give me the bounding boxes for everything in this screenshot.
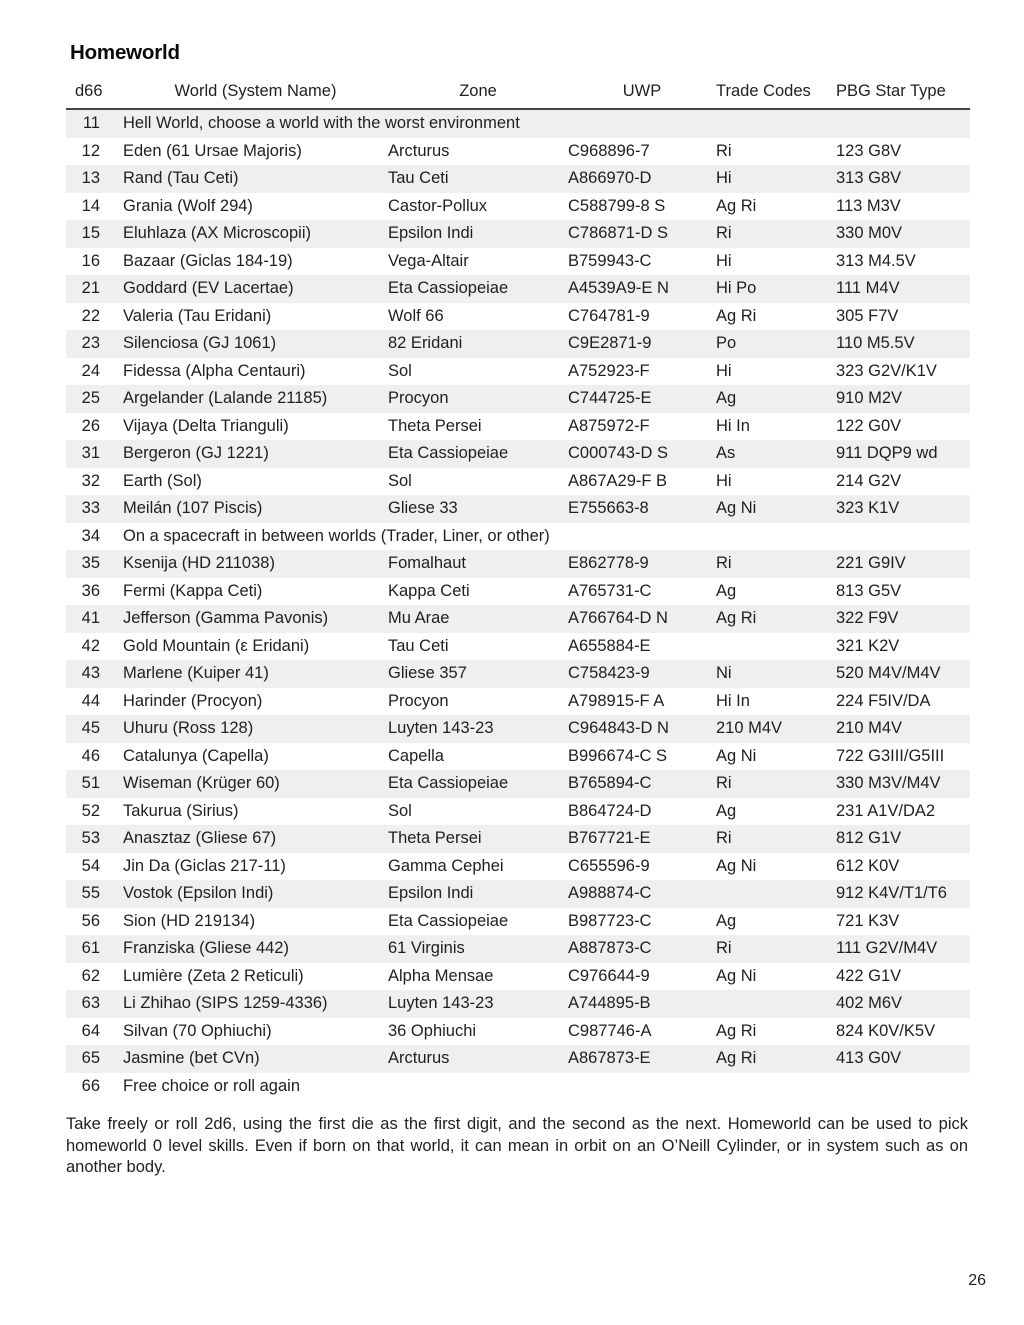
zone-cell: Alpha Mensae [388,966,494,985]
trade-codes-cell: Hi [716,169,732,187]
pbg-star-type-cell: 221 G9IV [836,554,906,572]
table-row [66,193,970,221]
zone-cell: Capella [388,746,444,765]
d66-cell: 23 [81,334,100,352]
table-row [66,385,970,413]
zone-cell: Vega-Altair [388,251,469,270]
pbg-star-type-cell: 520 M4V/M4V [836,664,941,682]
pbg-star-type-cell: 402 M6V [836,994,903,1012]
pbg-star-type-cell: 313 M4.5V [836,251,916,270]
column-header-d66: d66 [66,78,123,109]
zone-cell: Fomalhaut [388,554,466,572]
table-row [66,660,970,688]
pbg-star-type-cell: 912 K4V/T1/T6 [836,884,947,902]
d66-cell: 36 [81,581,100,600]
pbg-star-type-cell: 113 M3V [836,196,901,215]
d66-cell: 61 [81,939,100,957]
uwp-cell: C987746-A [568,1021,652,1040]
trade-codes-cell: Ag Ni [716,966,757,985]
trade-codes-cell: Ag Ri [716,306,757,325]
world-cell: Eden (61 Ursae Majoris) [123,141,302,160]
pbg-star-type-cell: 110 M5.5V [836,334,915,352]
table-row [66,990,970,1018]
table-row [66,330,970,358]
world-cell: Harinder (Procyon) [123,691,263,710]
zone-cell: Procyon [388,389,449,407]
table-header [66,78,970,109]
world-cell: Uhuru (Ross 128) [123,719,254,737]
uwp-cell: A875972-F [568,416,650,435]
pbg-star-type-cell: 231 A1V/DA2 [836,801,936,820]
zone-cell: Luyten 143-23 [388,719,494,737]
page-number: 26 [968,1272,986,1289]
table-row [66,935,970,963]
pbg-star-type-cell: 313 G8V [836,169,902,187]
zone-cell: Sol [388,801,412,820]
pbg-star-type-cell: 722 G3III/G5III [836,746,945,765]
trade-codes-cell: Ri [716,224,732,242]
zone-cell: Procyon [388,691,449,710]
world-cell: Grania (Wolf 294) [123,196,253,215]
page-title: Homeworld [70,41,180,64]
world-cell: Valeria (Tau Eridani) [123,306,272,325]
pbg-star-type-cell: 224 F5IV/DA [836,691,931,710]
world-cell: Silenciosa (GJ 1061) [123,334,277,352]
d66-cell: 35 [81,554,100,572]
column-header-uwp: UWP [568,78,716,109]
uwp-cell: A866970-D [568,169,652,187]
pbg-star-type-cell: 210 M4V [836,719,903,737]
world-cell: Sion (HD 219134) [123,911,256,930]
trade-codes-cell: Ag [716,911,737,930]
zone-cell: 36 Ophiuchi [388,1021,477,1040]
world-cell: Fermi (Kappa Ceti) [123,581,263,600]
pbg-star-type-cell: 721 K3V [836,911,900,930]
zone-cell: Kappa Ceti [388,581,470,600]
pbg-star-type-cell: 911 DQP9 wd [836,444,938,462]
table-row [66,220,970,248]
note-cell: Hell World, choose a world with the worst environment [123,114,520,132]
d66-cell: 65 [81,1049,100,1067]
trade-codes-cell: Ag Ni [716,746,757,765]
trade-codes-cell: Ag Ri [716,1021,757,1040]
world-cell: Jasmine (bet CVn) [123,1049,260,1067]
note-cell: On a spacecraft in between worlds (Trader, Liner, or other) [123,526,550,545]
zone-cell: Sol [388,361,412,380]
d66-cell: 63 [81,994,100,1012]
homeworld-table [66,78,970,1100]
uwp-cell: E755663-8 [568,499,649,517]
footer-paragraph: Take freely or roll 2d6, using the first die as the first digit, and the second as the next. Homeworld can be used to pick homeworld 0 level skills. Even if born on that world, it can mean in orbit on an O’Neill Cylinder, or in system such as on another body. [66,1115,968,1177]
zone-cell: Luyten 143-23 [388,994,494,1012]
table-row [66,880,970,908]
table-row [66,358,970,386]
zone-cell: Theta Persei [388,829,482,847]
pbg-star-type-cell: 330 M0V [836,224,903,242]
uwp-cell: A766764-D N [568,609,668,627]
table-row [66,770,970,798]
d66-cell: 41 [81,609,100,627]
zone-cell: Theta Persei [388,416,482,435]
uwp-cell: A867873-E [568,1049,651,1067]
pbg-star-type-cell: 321 K2V [836,636,900,655]
table-row [66,468,970,496]
trade-codes-cell: Po [716,334,737,352]
zone-cell: Eta Cassiopeiae [388,444,509,462]
table-row [66,138,970,166]
pbg-star-type-cell: 824 K0V/K5V [836,1021,936,1040]
table-row [66,413,970,441]
table-header-row [66,78,970,109]
table-body [66,109,970,1100]
pbg-star-type-cell: 910 M2V [836,389,903,407]
uwp-cell: B759943-C [568,251,652,270]
world-cell: Anasztaz (Gliese 67) [123,829,277,847]
world-cell: Fidessa (Alpha Centauri) [123,361,306,380]
world-cell: Gold Mountain (ε Eridani) [123,636,310,655]
table-row [66,303,970,331]
d66-cell: 53 [81,829,100,847]
trade-codes-cell: Ni [716,664,732,682]
table-row [66,495,970,523]
table-row [66,578,970,606]
table-row [66,825,970,853]
trade-codes-cell: Ri [716,939,732,957]
table-row [66,688,970,716]
uwp-cell: A752923-F [568,361,650,380]
zone-cell: Castor-Pollux [388,196,488,215]
zone-cell: Arcturus [388,1049,450,1067]
world-cell: Earth (Sol) [123,471,202,490]
table-row [66,248,970,276]
world-cell: Marlene (Kuiper 41) [123,664,269,682]
trade-codes-cell: Ag [716,389,737,407]
pbg-star-type-cell: 122 G0V [836,416,902,435]
table-row [66,523,970,551]
uwp-cell: A867A29-F B [568,471,668,490]
trade-codes-cell [716,990,836,1018]
table-row [66,715,970,743]
zone-cell: Tau Ceti [388,169,449,187]
column-header-world: World (System Name) [123,78,388,109]
trade-codes-cell: Ag Ni [716,499,757,517]
table-row [66,165,970,193]
pbg-star-type-cell: 323 G2V/K1V [836,361,937,380]
trade-codes-cell: Ag Ri [716,609,757,627]
world-cell: Eluhlaza (AX Microscopii) [123,224,311,242]
uwp-cell: E862778-9 [568,554,649,572]
trade-codes-cell: Ag [716,581,737,600]
trade-codes-cell: Ri [716,141,732,160]
zone-cell: Arcturus [388,141,450,160]
uwp-cell: B987723-C [568,911,652,930]
table-row [66,908,970,936]
uwp-cell: C976644-9 [568,966,650,985]
world-cell: Jefferson (Gamma Pavonis) [123,609,329,627]
d66-cell: 32 [81,471,100,490]
uwp-cell: C968896-7 [568,141,650,160]
world-cell: Silvan (70 Ophiuchi) [123,1021,272,1040]
pbg-star-type-cell: 813 G5V [836,581,902,600]
d66-cell: 12 [81,141,100,160]
d66-cell: 56 [81,911,100,930]
d66-cell: 22 [81,306,100,325]
world-cell: Li Zhihao (SIPS 1259-4336) [123,994,328,1012]
d66-cell: 45 [81,719,100,737]
uwp-cell: B864724-D [568,801,652,820]
column-header-pbg-star-type: PBG Star Type [836,78,970,109]
world-cell: Rand (Tau Ceti) [123,169,239,187]
uwp-cell: C758423-9 [568,664,650,682]
d66-cell: 26 [81,416,100,435]
uwp-cell: C9E2871-9 [568,334,652,352]
table-row [66,109,970,138]
table-row [66,1073,970,1101]
d66-cell: 54 [81,856,100,875]
d66-cell: 46 [81,746,100,765]
d66-cell: 42 [81,636,100,655]
world-cell: Argelander (Lalande 21185) [123,389,328,407]
uwp-cell: C000743-D S [568,444,668,462]
table-row [66,1018,970,1046]
uwp-cell: B767721-E [568,829,651,847]
uwp-cell: B765894-C [568,774,652,792]
d66-cell: 44 [81,691,100,710]
d66-cell: 11 [82,114,100,132]
pbg-star-type-cell: 323 K1V [836,499,900,517]
zone-cell: Sol [388,471,412,490]
uwp-cell: C655596-9 [568,856,650,875]
zone-cell: Mu Arae [388,609,450,627]
zone-cell: Gliese 33 [388,499,458,517]
zone-cell: Gliese 357 [388,664,467,682]
trade-codes-cell: Hi [716,471,732,490]
zone-cell: Epsilon Indi [388,224,474,242]
trade-codes-cell: Ri [716,829,732,847]
uwp-cell: A655884-E [568,636,651,655]
d66-cell: 24 [81,361,100,380]
uwp-cell: C764781-9 [568,306,650,325]
d66-cell: 62 [81,966,100,985]
pbg-star-type-cell: 330 M3V/M4V [836,774,941,792]
d66-cell: 21 [81,279,100,297]
pbg-star-type-cell: 305 F7V [836,306,899,325]
d66-cell: 31 [81,444,100,462]
pbg-star-type-cell: 612 K0V [836,856,900,875]
trade-codes-cell [716,633,836,661]
uwp-cell: A988874-C [568,884,652,902]
uwp-cell: C964843-D N [568,719,669,737]
zone-cell: 61 Virginis [388,939,465,957]
world-cell: Ksenija (HD 211038) [123,554,275,572]
trade-codes-cell: Hi In [716,416,750,435]
column-header-zone: Zone [388,78,568,109]
trade-codes-cell: Hi Po [716,279,757,297]
table-row [66,605,970,633]
trade-codes-cell: Ri [716,774,732,792]
pbg-star-type-cell: 111 G2V/M4V [836,939,938,957]
table-row [66,275,970,303]
d66-cell: 66 [81,1076,100,1095]
zone-cell: Wolf 66 [388,306,444,325]
trade-codes-cell: Ag Ri [716,1049,757,1067]
trade-codes-cell: Hi [716,361,732,380]
uwp-cell: A887873-C [568,939,652,957]
world-cell: Bergeron (GJ 1221) [123,444,269,462]
pbg-star-type-cell: 422 G1V [836,966,902,985]
world-cell: Takurua (Sirius) [123,801,239,820]
pbg-star-type-cell: 413 G0V [836,1049,902,1067]
zone-cell: Gamma Cephei [388,856,504,875]
d66-cell: 64 [81,1021,100,1040]
trade-codes-cell: Ri [716,554,732,572]
world-cell: Goddard (EV Lacertae) [123,279,294,297]
uwp-cell: B996674-C S [568,746,668,765]
world-cell: Jin Da (Giclas 217-11) [123,856,286,875]
world-cell: Vostok (Epsilon Indi) [123,884,274,902]
zone-cell: Eta Cassiopeiae [388,774,509,792]
d66-cell: 25 [81,389,100,407]
table-row [66,1045,970,1073]
table-row [66,743,970,771]
uwp-cell: C786871-D S [568,224,668,242]
zone-cell: Eta Cassiopeiae [388,911,509,930]
d66-cell: 14 [81,196,100,215]
uwp-cell: C744725-E [568,389,652,407]
uwp-cell: A798915-F A [568,691,665,710]
trade-codes-cell: Hi In [716,691,750,710]
table-row [66,550,970,578]
trade-codes-cell: Ag Ri [716,196,757,215]
pbg-star-type-cell: 111 M4V [836,279,900,297]
uwp-cell: A744895-B [568,994,651,1012]
d66-cell: 52 [81,801,100,820]
world-cell: Meilán (107 Piscis) [123,499,263,517]
d66-cell: 15 [81,224,100,242]
d66-cell: 55 [81,884,100,902]
pbg-star-type-cell: 123 G8V [836,141,902,160]
zone-cell: Eta Cassiopeiae [388,279,509,297]
table-row [66,798,970,826]
d66-cell: 13 [81,169,100,187]
world-cell: Lumière (Zeta 2 Reticuli) [123,966,304,985]
uwp-cell: C588799-8 S [568,196,666,215]
d66-cell: 34 [81,526,100,545]
table-row [66,440,970,468]
d66-cell: 43 [81,664,100,682]
d66-cell: 33 [81,499,100,517]
pbg-star-type-cell: 812 G1V [836,829,902,847]
note-cell: Free choice or roll again [123,1076,301,1095]
world-cell: Catalunya (Capella) [123,746,269,765]
uwp-cell: A4539A9-E N [568,279,669,297]
world-cell: Wiseman (Krüger 60) [123,774,280,792]
zone-cell: Tau Ceti [388,636,449,655]
column-header-trade-codes: Trade Codes [716,78,836,109]
pbg-star-type-cell: 214 G2V [836,471,902,490]
d66-cell: 51 [81,774,100,792]
world-cell: Vijaya (Delta Trianguli) [123,416,289,435]
uwp-cell: A765731-C [568,581,652,600]
trade-codes-cell [716,880,836,908]
table-row [66,963,970,991]
world-cell: Franziska (Gliese 442) [123,939,289,957]
table-row [66,853,970,881]
trade-codes-cell: 210 M4V [716,719,783,737]
zone-cell: 82 Eridani [388,334,463,352]
trade-codes-cell: Hi [716,251,732,270]
trade-codes-cell: As [716,444,736,462]
trade-codes-cell: Ag [716,801,737,820]
world-cell: Bazaar (Giclas 184-19) [123,251,293,270]
zone-cell: Epsilon Indi [388,884,474,902]
table-row [66,633,970,661]
d66-cell: 16 [81,251,100,270]
pbg-star-type-cell: 322 F9V [836,609,899,627]
trade-codes-cell: Ag Ni [716,856,757,875]
